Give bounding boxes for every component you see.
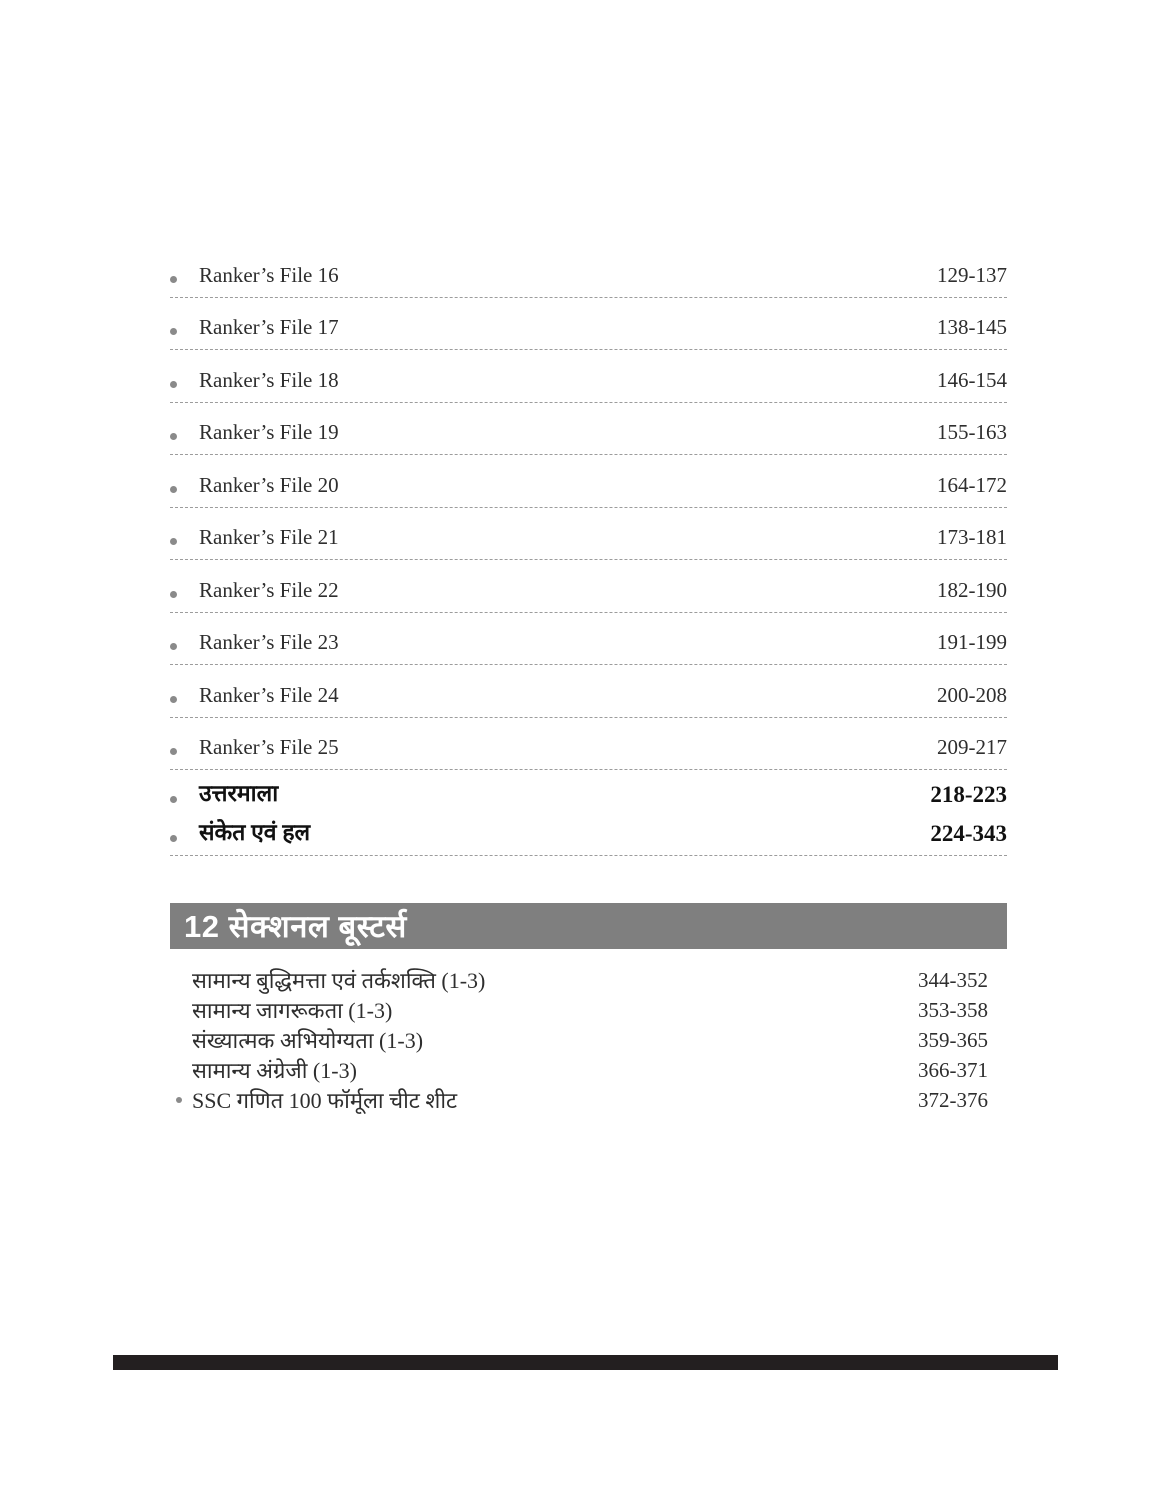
toc-row (170, 718, 1007, 771)
toc-entry-label: Ranker’s File 16 (199, 262, 339, 287)
toc-entry-label: सामान्य अंग्रेजी (1-3) (192, 1058, 357, 1083)
toc-entry-label: SSC गणित 100 फॉर्मूला चीट शीट (192, 1088, 458, 1113)
toc-row (170, 245, 1007, 298)
toc-row (170, 350, 1007, 403)
section-header-bar (170, 903, 1007, 949)
bullet-icon (170, 381, 177, 388)
toc-entry-label: Ranker’s File 18 (199, 367, 339, 392)
toc-row (170, 1025, 1007, 1055)
toc-row (170, 403, 1007, 456)
bullet-icon (170, 696, 177, 703)
toc-entry-label: Ranker’s File 21 (199, 525, 339, 549)
rankers-file-toc-list (170, 245, 1007, 856)
bullet-icon (170, 276, 177, 283)
bullet-icon (170, 486, 177, 493)
toc-entry-pages: 353-358 (918, 997, 988, 1022)
toc-entry-pages: 344-352 (918, 967, 988, 992)
toc-entry-pages: 182-190 (937, 577, 1007, 602)
toc-row (170, 995, 1007, 1025)
toc-row (170, 810, 1007, 856)
toc-row (170, 965, 1007, 995)
toc-row (170, 560, 1007, 613)
toc-entry-pages: 129-137 (937, 262, 1007, 287)
toc-entry-label: Ranker’s File 19 (199, 420, 339, 444)
bullet-icon (170, 591, 177, 598)
toc-row (170, 613, 1007, 666)
bullet-icon (170, 433, 177, 440)
toc-entry-pages: 173-181 (937, 525, 1007, 549)
bullet-icon (170, 796, 177, 803)
toc-row (170, 455, 1007, 508)
toc-entry-label: Ranker’s File 22 (199, 577, 339, 602)
toc-entry-pages: 218-223 (930, 782, 1007, 807)
toc-entry-pages: 155-163 (937, 420, 1007, 444)
toc-row (170, 1085, 1007, 1115)
bullet-icon (170, 643, 177, 650)
toc-row (170, 665, 1007, 718)
bullet-icon (170, 538, 177, 545)
toc-entry-label: Ranker’s File 24 (199, 682, 339, 707)
toc-entry-pages: 366-371 (918, 1057, 988, 1082)
toc-entry-pages: 138-145 (937, 315, 1007, 339)
toc-entry-pages: 146-154 (937, 367, 1007, 392)
toc-entry-pages: 191-199 (937, 630, 1007, 654)
bullet-icon (176, 1097, 182, 1103)
toc-entry-pages: 359-365 (918, 1027, 988, 1052)
toc-entry-pages: 200-208 (937, 682, 1007, 707)
toc-entry-label: उत्तरमाला (199, 781, 279, 806)
toc-entry-label: Ranker’s File 23 (199, 630, 339, 654)
footer-divider-bar (113, 1355, 1058, 1370)
section-header-title: 12 सेक्शनल बूस्टर्स (184, 909, 407, 944)
toc-entry-pages: 224-343 (930, 821, 1007, 846)
toc-entry-pages: 209-217 (937, 735, 1007, 759)
toc-entry-label: संख्यात्मक अभियोग्यता (1-3) (192, 1028, 424, 1053)
bullet-icon (170, 835, 177, 842)
toc-row (170, 508, 1007, 561)
toc-entry-pages: 372-376 (918, 1087, 988, 1112)
toc-entry-pages: 164-172 (937, 472, 1007, 497)
toc-row (170, 1055, 1007, 1085)
bullet-icon (170, 328, 177, 335)
toc-entry-label: Ranker’s File 25 (199, 735, 339, 759)
toc-row (170, 298, 1007, 351)
toc-entry-label: Ranker’s File 17 (199, 315, 339, 339)
toc-entry-label: सामान्य जागरूकता (1-3) (192, 998, 393, 1023)
toc-entry-label: Ranker’s File 20 (199, 472, 339, 497)
toc-entry-label: संकेत एवं हल (199, 820, 311, 845)
book-toc-page (170, 0, 1007, 1115)
bullet-icon (170, 748, 177, 755)
sectional-boosters-list (170, 965, 1007, 1115)
toc-row (170, 770, 1007, 810)
toc-entry-label: सामान्य बुद्धिमत्ता एवं तर्कशक्ति (1-3) (192, 968, 486, 993)
